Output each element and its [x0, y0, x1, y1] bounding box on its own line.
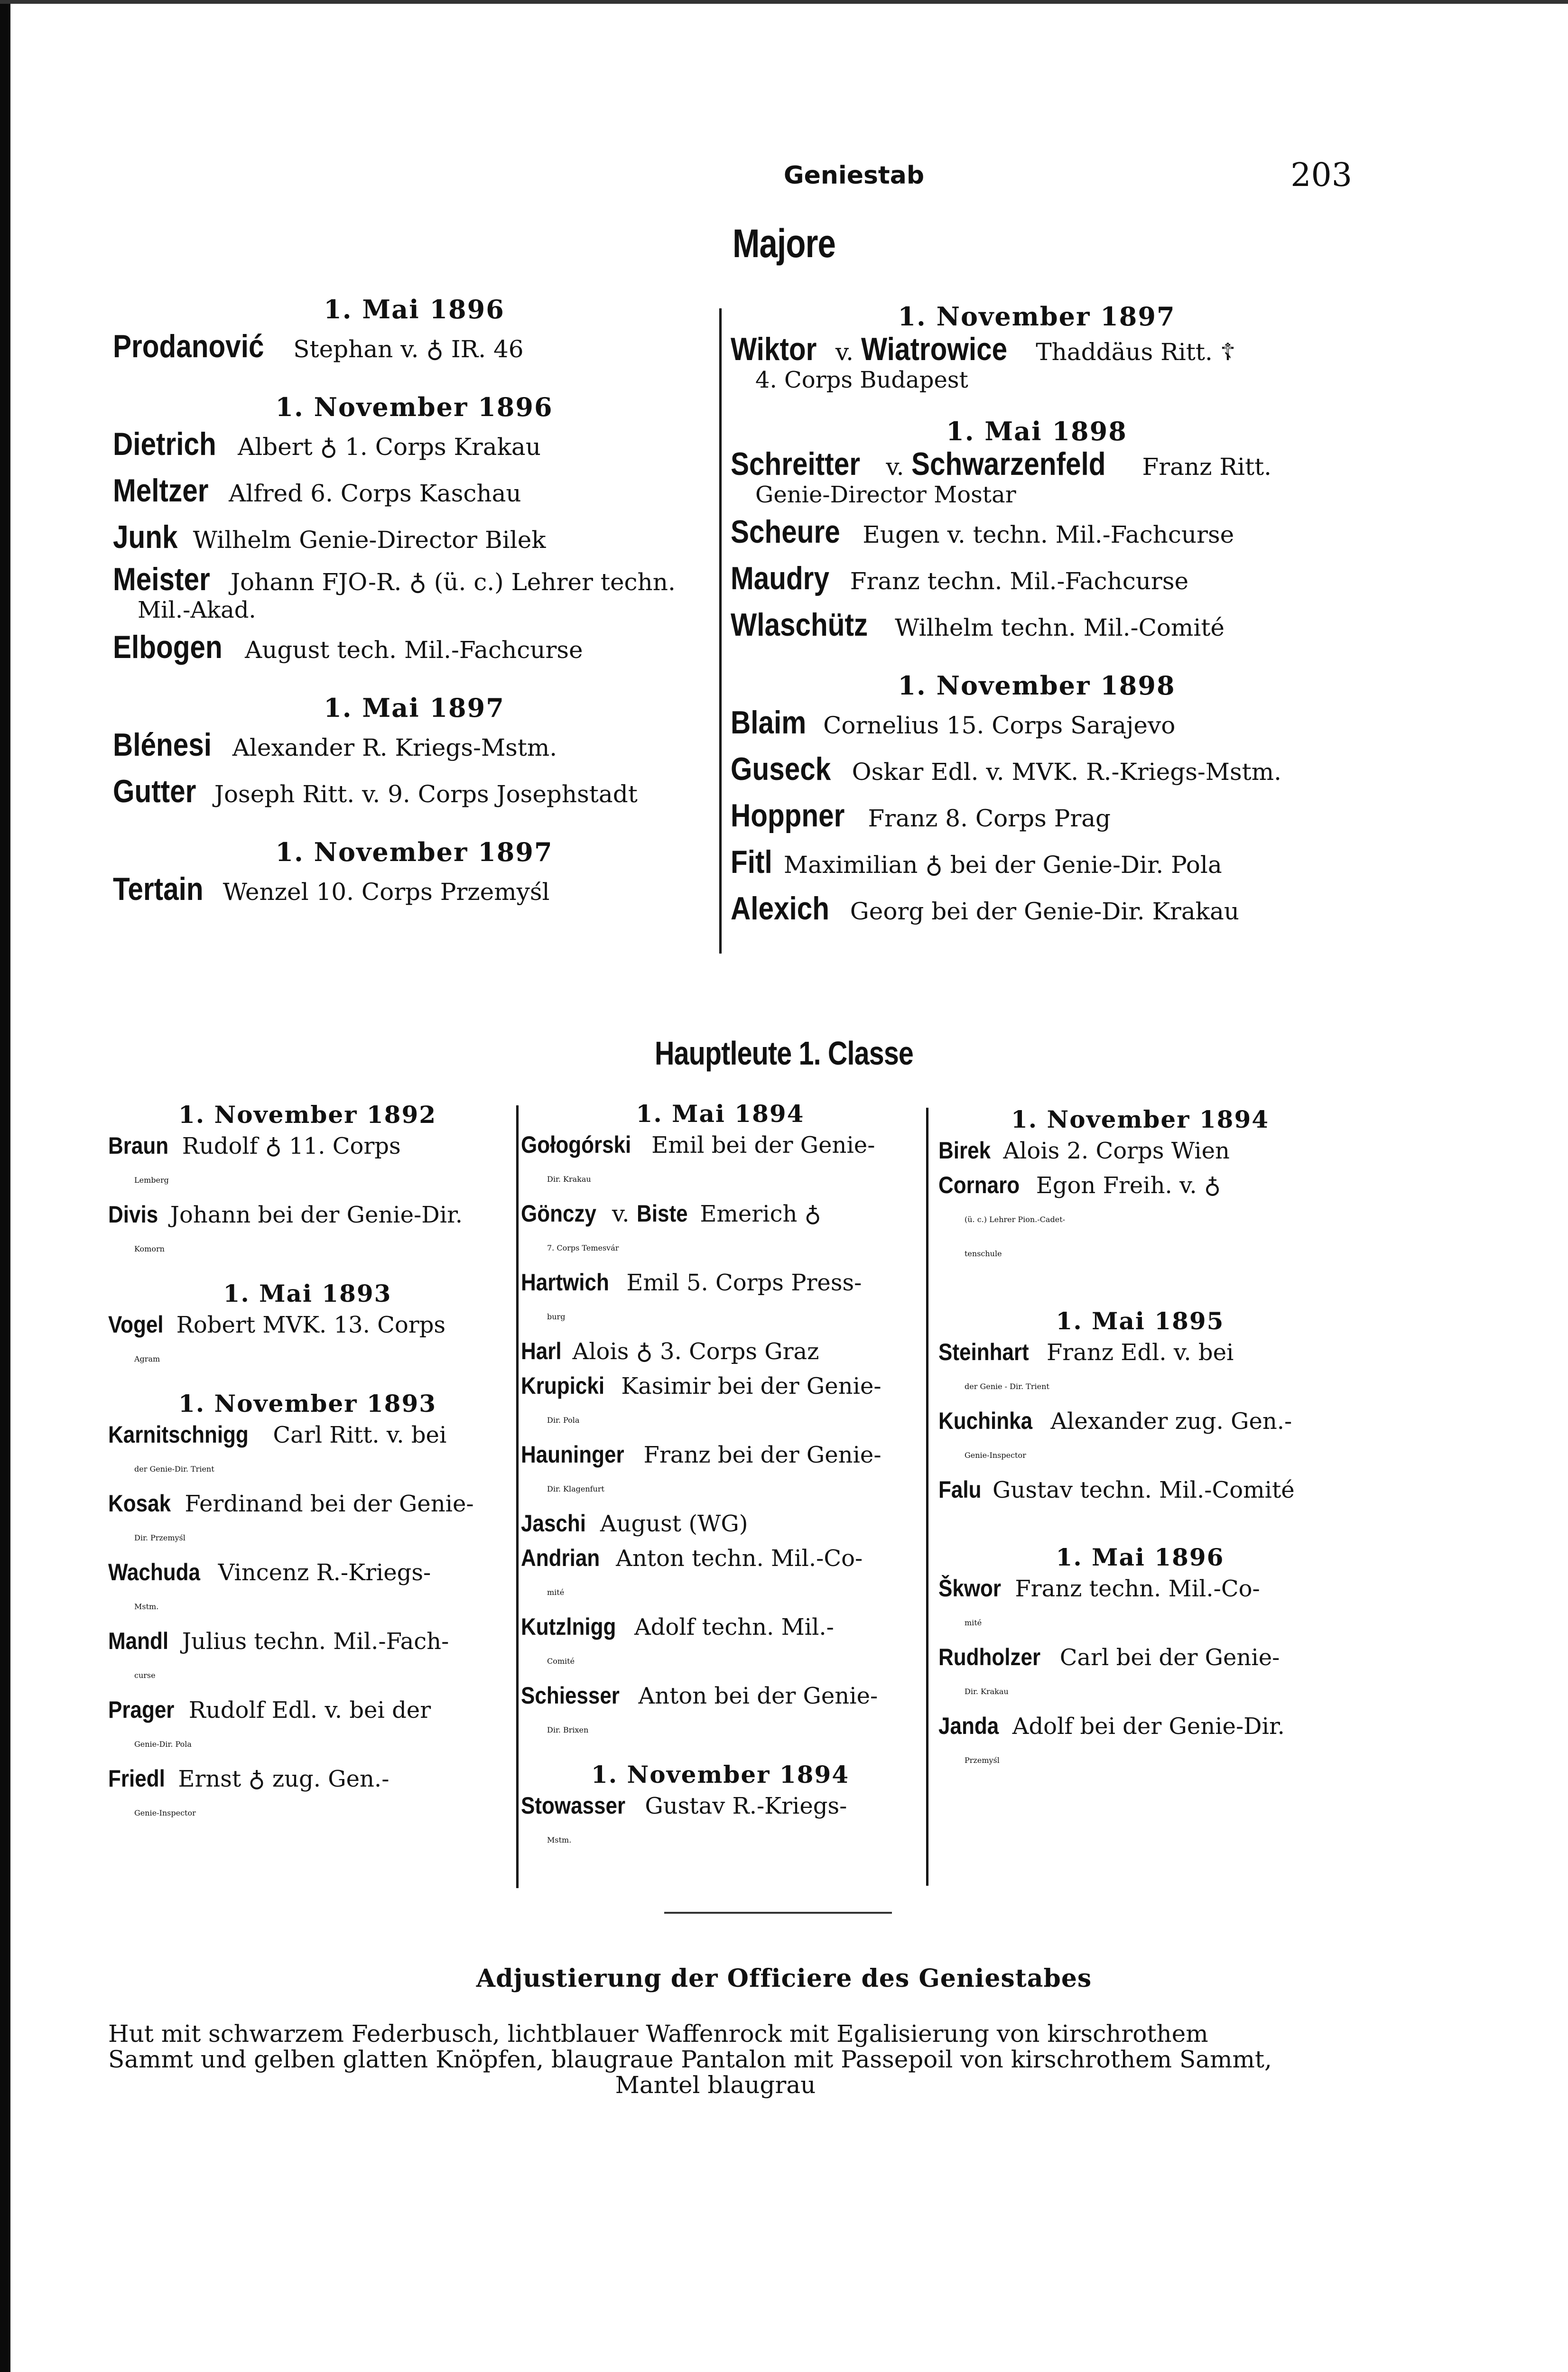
officer-surname: Prodanović	[113, 328, 264, 364]
officer-surname: Scheure	[731, 514, 840, 550]
promotion-date-heading: 1. Mai 1894	[636, 1100, 805, 1128]
officer-details-continued: der Genie - Dir. Trient	[965, 1382, 1049, 1391]
officer-surname: Škwor	[938, 1575, 1002, 1602]
officer-details: v.	[604, 1201, 637, 1227]
majore-left-column	[113, 294, 715, 914]
officer-details-continued: Genie-Inspector	[134, 1808, 196, 1817]
officer-entry	[521, 1334, 919, 1369]
group-gap	[113, 672, 715, 693]
officer-entry	[113, 469, 715, 515]
officer-details: Wilhelm techn. Mil.-Comité	[887, 614, 1225, 641]
officer-details-continued: Agram	[134, 1354, 160, 1363]
officer-surname: Blaim	[731, 704, 807, 741]
officer-details: Franz techn. Mil.-Fachcurse	[842, 567, 1189, 595]
officer-entry	[731, 603, 1343, 649]
officer-entry	[108, 1307, 507, 1342]
officer-surname: Wlaschütz	[731, 607, 868, 643]
group-gap	[113, 816, 715, 837]
officer-surname: Cornaro	[938, 1172, 1020, 1198]
officer-surname: Friedl	[108, 1765, 165, 1792]
officer-entry	[521, 1541, 919, 1575]
officer-details-continued: Komorn	[134, 1244, 165, 1253]
column-divider	[719, 308, 722, 954]
officer-entry	[108, 1624, 507, 1659]
officer-entry	[108, 1761, 507, 1796]
officer-details: August (WG)	[593, 1510, 748, 1537]
officer-details: Johann FJO-R. ♁ (ü. c.) Lehrer techn.	[223, 568, 676, 596]
adjustierung-line: Sammt und gelben glatten Knöpfen, blaugraue Pantalon mit Passepoil von kirschrothem Sammt,	[108, 2046, 1272, 2073]
officer-surname-part: Schwarzenfeld	[911, 446, 1106, 482]
officer-surname: Karnitschnigg	[108, 1421, 249, 1448]
officer-details: v.	[878, 453, 912, 481]
officer-details: Cornelius 15. Corps Sarajevo	[816, 712, 1176, 739]
officer-entry	[108, 1693, 507, 1727]
officer-details: Vincenz R.-Kriegs-	[211, 1559, 431, 1586]
officer-details-continued: burg	[547, 1312, 566, 1321]
adjustierung-title: Adjustierung der Officiere des Geniestabes	[476, 1964, 1092, 1993]
section-separator	[664, 1912, 892, 1914]
officer-surname: Hauninger	[521, 1441, 624, 1468]
group-gap	[731, 395, 1343, 416]
officer-details: Eugen v. techn. Mil.-Fachcurse	[855, 521, 1234, 548]
officer-entry	[731, 887, 1343, 933]
officer-details: Franz Edl. v. bei	[1039, 1339, 1234, 1366]
officer-details: Alois 2. Corps Wien	[996, 1138, 1230, 1164]
officer-details: Georg bei der Genie-Dir. Krakau	[842, 898, 1239, 925]
officer-details: Joseph Ritt. v. 9. Corps Josephstadt	[207, 780, 638, 808]
page-number: 203	[1290, 157, 1352, 194]
officer-surname: Meister	[113, 561, 210, 597]
officer-entry	[938, 1335, 1342, 1370]
officer-details-continued: Przemyśl	[965, 1756, 1000, 1765]
officer-details: Gustav techn. Mil.-Comité	[985, 1477, 1295, 1503]
officer-entry	[113, 422, 715, 469]
officer-entry	[938, 1168, 1342, 1203]
officer-surname: Gutter	[113, 773, 196, 809]
officer-details-continued: Dir. Krakau	[965, 1687, 1009, 1696]
officer-details: Robert MVK. 13. Corps	[169, 1312, 446, 1338]
officer-surname: Hoppner	[731, 797, 845, 834]
officer-entry	[731, 332, 1343, 370]
officer-entry	[108, 1555, 507, 1590]
officer-entry	[731, 446, 1343, 484]
officer-details: Alois ♁ 3. Corps Graz	[565, 1338, 819, 1365]
officer-entry	[938, 1709, 1342, 1743]
officer-entry	[938, 1640, 1342, 1675]
officer-surname: Rudholzer	[938, 1644, 1041, 1670]
officer-entry	[938, 1571, 1342, 1606]
promotion-date-heading: 1. November 1897	[898, 301, 1176, 332]
hauptleute-left-column	[108, 1101, 507, 1830]
column-divider	[926, 1108, 928, 1886]
officer-entry	[113, 562, 715, 600]
officer-surname: Janda	[938, 1713, 999, 1739]
officer-surname: Wachuda	[108, 1559, 200, 1585]
officer-surname: Tertain	[113, 871, 204, 907]
promotion-date-heading: 1. November 1893	[178, 1390, 437, 1418]
officer-details: Albert ♁ 1. Corps Krakau	[230, 433, 541, 461]
group-gap	[938, 1507, 1342, 1543]
officer-surname: Dietrich	[113, 426, 216, 462]
officer-entry	[113, 515, 715, 562]
officer-details: Ernst ♁ zug. Gen.-	[171, 1766, 390, 1792]
officer-entry	[113, 723, 715, 769]
officer-surname: Elbogen	[113, 629, 223, 665]
officer-details-continued: Mstm.	[547, 1835, 572, 1844]
promotion-date-heading: 1. November 1898	[898, 670, 1176, 701]
officer-details-continued: Genie-Dir. Pola	[134, 1740, 192, 1749]
officer-entry	[521, 1437, 919, 1472]
officer-details-continued: (ü. c.) Lehrer Pion.-Cadet-	[965, 1215, 1065, 1224]
officer-entry	[108, 1129, 507, 1163]
officer-surname: Maudry	[731, 560, 829, 596]
officer-details: Emil 5. Corps Press-	[619, 1269, 862, 1296]
officer-details: Rudolf ♁ 11. Corps	[175, 1133, 401, 1159]
officer-details-continued: mité	[965, 1618, 982, 1627]
officer-details: Emerich ♁	[693, 1201, 821, 1227]
officer-details: Adolf techn. Mil.-	[627, 1614, 834, 1640]
officer-details: Anton bei der Genie-	[631, 1683, 878, 1709]
officer-details-continued: Dir. Pola	[547, 1416, 580, 1425]
officer-details: Thaddäus Ritt. ☦	[1028, 338, 1236, 366]
officer-details: Franz techn. Mil.-Co-	[1008, 1575, 1260, 1602]
officer-surname: Krupicki	[521, 1372, 605, 1399]
officer-surname: Stowasser	[521, 1792, 626, 1819]
officer-details-continued: Genie-Inspector	[965, 1451, 1026, 1460]
officer-details: Kasimir bei der Genie-	[614, 1373, 881, 1399]
officer-details: Alfred 6. Corps Kaschau	[221, 480, 521, 507]
officer-entry	[938, 1404, 1342, 1438]
officer-entry	[108, 1418, 507, 1452]
officer-details: Ferdinand bei der Genie-	[177, 1491, 474, 1517]
officer-surname: Divis	[108, 1201, 158, 1228]
officer-details-continued: Genie-Director Mostar	[755, 482, 1016, 508]
officer-surname: Vogel	[108, 1311, 164, 1338]
officer-details-continued: Dir. Krakau	[547, 1175, 591, 1184]
officer-surname: Birek	[938, 1137, 991, 1164]
adjustierung-text	[108, 2021, 1323, 2098]
officer-details: Alexander R. Kriegs-Mstm.	[224, 734, 557, 761]
section-title-majore: Majore	[732, 221, 836, 266]
promotion-date-heading: 1. November 1897	[275, 837, 553, 867]
officer-details: Rudolf Edl. v. bei der	[181, 1697, 431, 1723]
promotion-date-heading: 1. Mai 1898	[946, 416, 1127, 446]
officer-surname: Harl	[521, 1338, 562, 1364]
officer-surname: Guseck	[731, 751, 831, 787]
hauptleute-right-column	[938, 1105, 1342, 1778]
officer-details-continued: curse	[134, 1671, 156, 1680]
promotion-date-heading: 1. November 1896	[275, 392, 553, 422]
group-gap	[521, 1747, 919, 1760]
officer-surname: Falu	[938, 1476, 982, 1503]
officer-entry	[521, 1369, 919, 1403]
officer-surname-part: Biste	[636, 1200, 688, 1227]
officer-entry	[521, 1128, 919, 1162]
officer-entry	[521, 1506, 919, 1541]
group-gap	[108, 1266, 507, 1279]
promotion-date-heading: 1. Mai 1896	[1056, 1543, 1225, 1571]
group-gap	[938, 1271, 1342, 1307]
officer-entry	[108, 1486, 507, 1521]
officer-entry	[113, 625, 715, 672]
officer-details: August tech. Mil.-Fachcurse	[237, 636, 583, 664]
officer-details: Carl bei der Genie-	[1052, 1644, 1280, 1671]
officer-entry	[108, 1197, 507, 1232]
officer-details: Stephan v. ♁ IR. 46	[286, 335, 524, 363]
officer-details: Franz Ritt.	[1134, 453, 1272, 481]
officer-entry	[521, 1196, 919, 1231]
officer-entry	[938, 1133, 1342, 1168]
officer-details-continued: Mil.-Akad.	[138, 597, 256, 623]
officer-entry	[938, 1473, 1342, 1507]
officer-surname: Schreitter	[731, 446, 861, 482]
officer-details: Wenzel 10. Corps Przemyśl	[215, 878, 550, 906]
officer-details-continued: Mstm.	[134, 1602, 159, 1611]
officer-entry	[731, 556, 1343, 603]
officer-surname: Wiktor	[731, 331, 817, 367]
officer-surname: Braun	[108, 1132, 169, 1159]
officer-details: Maximilian ♁ bei der Genie-Dir. Pola	[776, 851, 1222, 879]
promotion-date-heading: 1. November 1892	[178, 1101, 437, 1129]
group-gap	[113, 371, 715, 392]
officer-details: Julius techn. Mil.-Fach-	[175, 1628, 449, 1655]
officer-surname: Schiesser	[521, 1682, 620, 1709]
officer-details: Carl Ritt. v. bei	[266, 1422, 447, 1448]
promotion-date-heading: 1. Mai 1896	[324, 294, 505, 324]
officer-details-continued: der Genie-Dir. Trient	[134, 1464, 214, 1473]
officer-surname: Gönczy	[521, 1200, 596, 1227]
promotion-date-heading: 1. November 1894	[591, 1760, 850, 1788]
running-head: Geniestab	[783, 161, 925, 190]
hauptleute-middle-column	[521, 1100, 919, 1857]
officer-surname: Fitl	[731, 844, 772, 880]
officer-entry	[731, 747, 1343, 794]
officer-details: Alexander zug. Gen.-	[1043, 1408, 1292, 1435]
officer-entry	[731, 840, 1343, 887]
officer-entry	[731, 510, 1343, 556]
officer-surname-part: Wiatrowice	[861, 331, 1008, 367]
column-divider	[516, 1105, 519, 1888]
officer-entry	[521, 1265, 919, 1300]
promotion-date-heading: 1. Mai 1897	[324, 693, 505, 723]
officer-surname: Kuchinka	[938, 1408, 1033, 1434]
officer-surname: Steinhart	[938, 1339, 1029, 1365]
officer-details: Franz bei der Genie-	[636, 1442, 881, 1468]
officer-details: Franz 8. Corps Prag	[860, 805, 1111, 832]
officer-details-continued: Dir. Przemyśl	[134, 1533, 186, 1542]
officer-surname: Andrian	[521, 1545, 600, 1571]
officer-details-continued: Comité	[547, 1657, 575, 1666]
officer-surname: Gołogórski	[521, 1131, 631, 1158]
officer-surname: Blénesi	[113, 727, 212, 763]
officer-details-continued: tenschule	[965, 1249, 1002, 1258]
officer-entry	[521, 1610, 919, 1644]
officer-entry	[113, 769, 715, 816]
officer-entry	[113, 867, 715, 914]
adjustierung-line: Hut mit schwarzem Federbusch, lichtblauer Waffenrock mit Egalisierung von kirschrothem	[108, 2020, 1208, 2048]
adjustierung-line: Mantel blaugrau	[615, 2071, 816, 2099]
officer-entry	[521, 1678, 919, 1713]
officer-surname: Jaschi	[521, 1510, 586, 1537]
officer-surname: Hartwich	[521, 1269, 609, 1296]
officer-details-continued: mité	[547, 1588, 565, 1597]
officer-entry	[731, 701, 1343, 747]
officer-details-continued: Lemberg	[134, 1176, 169, 1185]
officer-details: Gustav R.-Kriegs-	[638, 1793, 847, 1819]
group-gap	[731, 649, 1343, 670]
officer-details: Emil bei der Genie-	[644, 1132, 875, 1158]
promotion-date-heading: 1. Mai 1893	[223, 1279, 392, 1307]
officer-entry	[731, 794, 1343, 840]
officer-surname: Meltzer	[113, 473, 209, 509]
promotion-date-heading: 1. Mai 1895	[1056, 1307, 1225, 1335]
officer-surname: Mandl	[108, 1628, 169, 1654]
officer-details-continued: 4. Corps Budapest	[755, 367, 968, 393]
officer-details: Adolf bei der Genie-Dir.	[1005, 1713, 1285, 1740]
officer-surname: Kutzlnigg	[521, 1613, 616, 1640]
officer-surname: Alexich	[731, 890, 830, 927]
officer-details-continued: Dir. Klagenfurt	[547, 1484, 604, 1493]
officer-details: v.	[827, 338, 861, 366]
promotion-date-heading: 1. November 1894	[1011, 1105, 1270, 1133]
officer-details: Oskar Edl. v. MVK. R.-Kriegs-Mstm.	[844, 758, 1282, 786]
group-gap	[108, 1376, 507, 1390]
officer-details: Wilhelm Genie-Director Bilek	[185, 526, 546, 554]
officer-details-continued: 7. Corps Temesvár	[547, 1243, 619, 1252]
officer-details-continued: Dir. Brixen	[547, 1725, 589, 1734]
officer-surname: Junk	[113, 519, 178, 555]
officer-entry	[521, 1788, 919, 1823]
officer-details: Johann bei der Genie-Dir.	[163, 1202, 463, 1228]
officer-details: Egon Freih. v. ♁	[1029, 1172, 1221, 1199]
section-title-hauptleute: Hauptleute 1. Classe	[654, 1035, 914, 1072]
officer-details: Anton techn. Mil.-Co-	[608, 1545, 863, 1572]
officer-surname: Kosak	[108, 1490, 171, 1517]
majore-right-column	[731, 301, 1343, 933]
officer-surname: Prager	[108, 1696, 175, 1723]
officer-entry	[113, 324, 715, 371]
